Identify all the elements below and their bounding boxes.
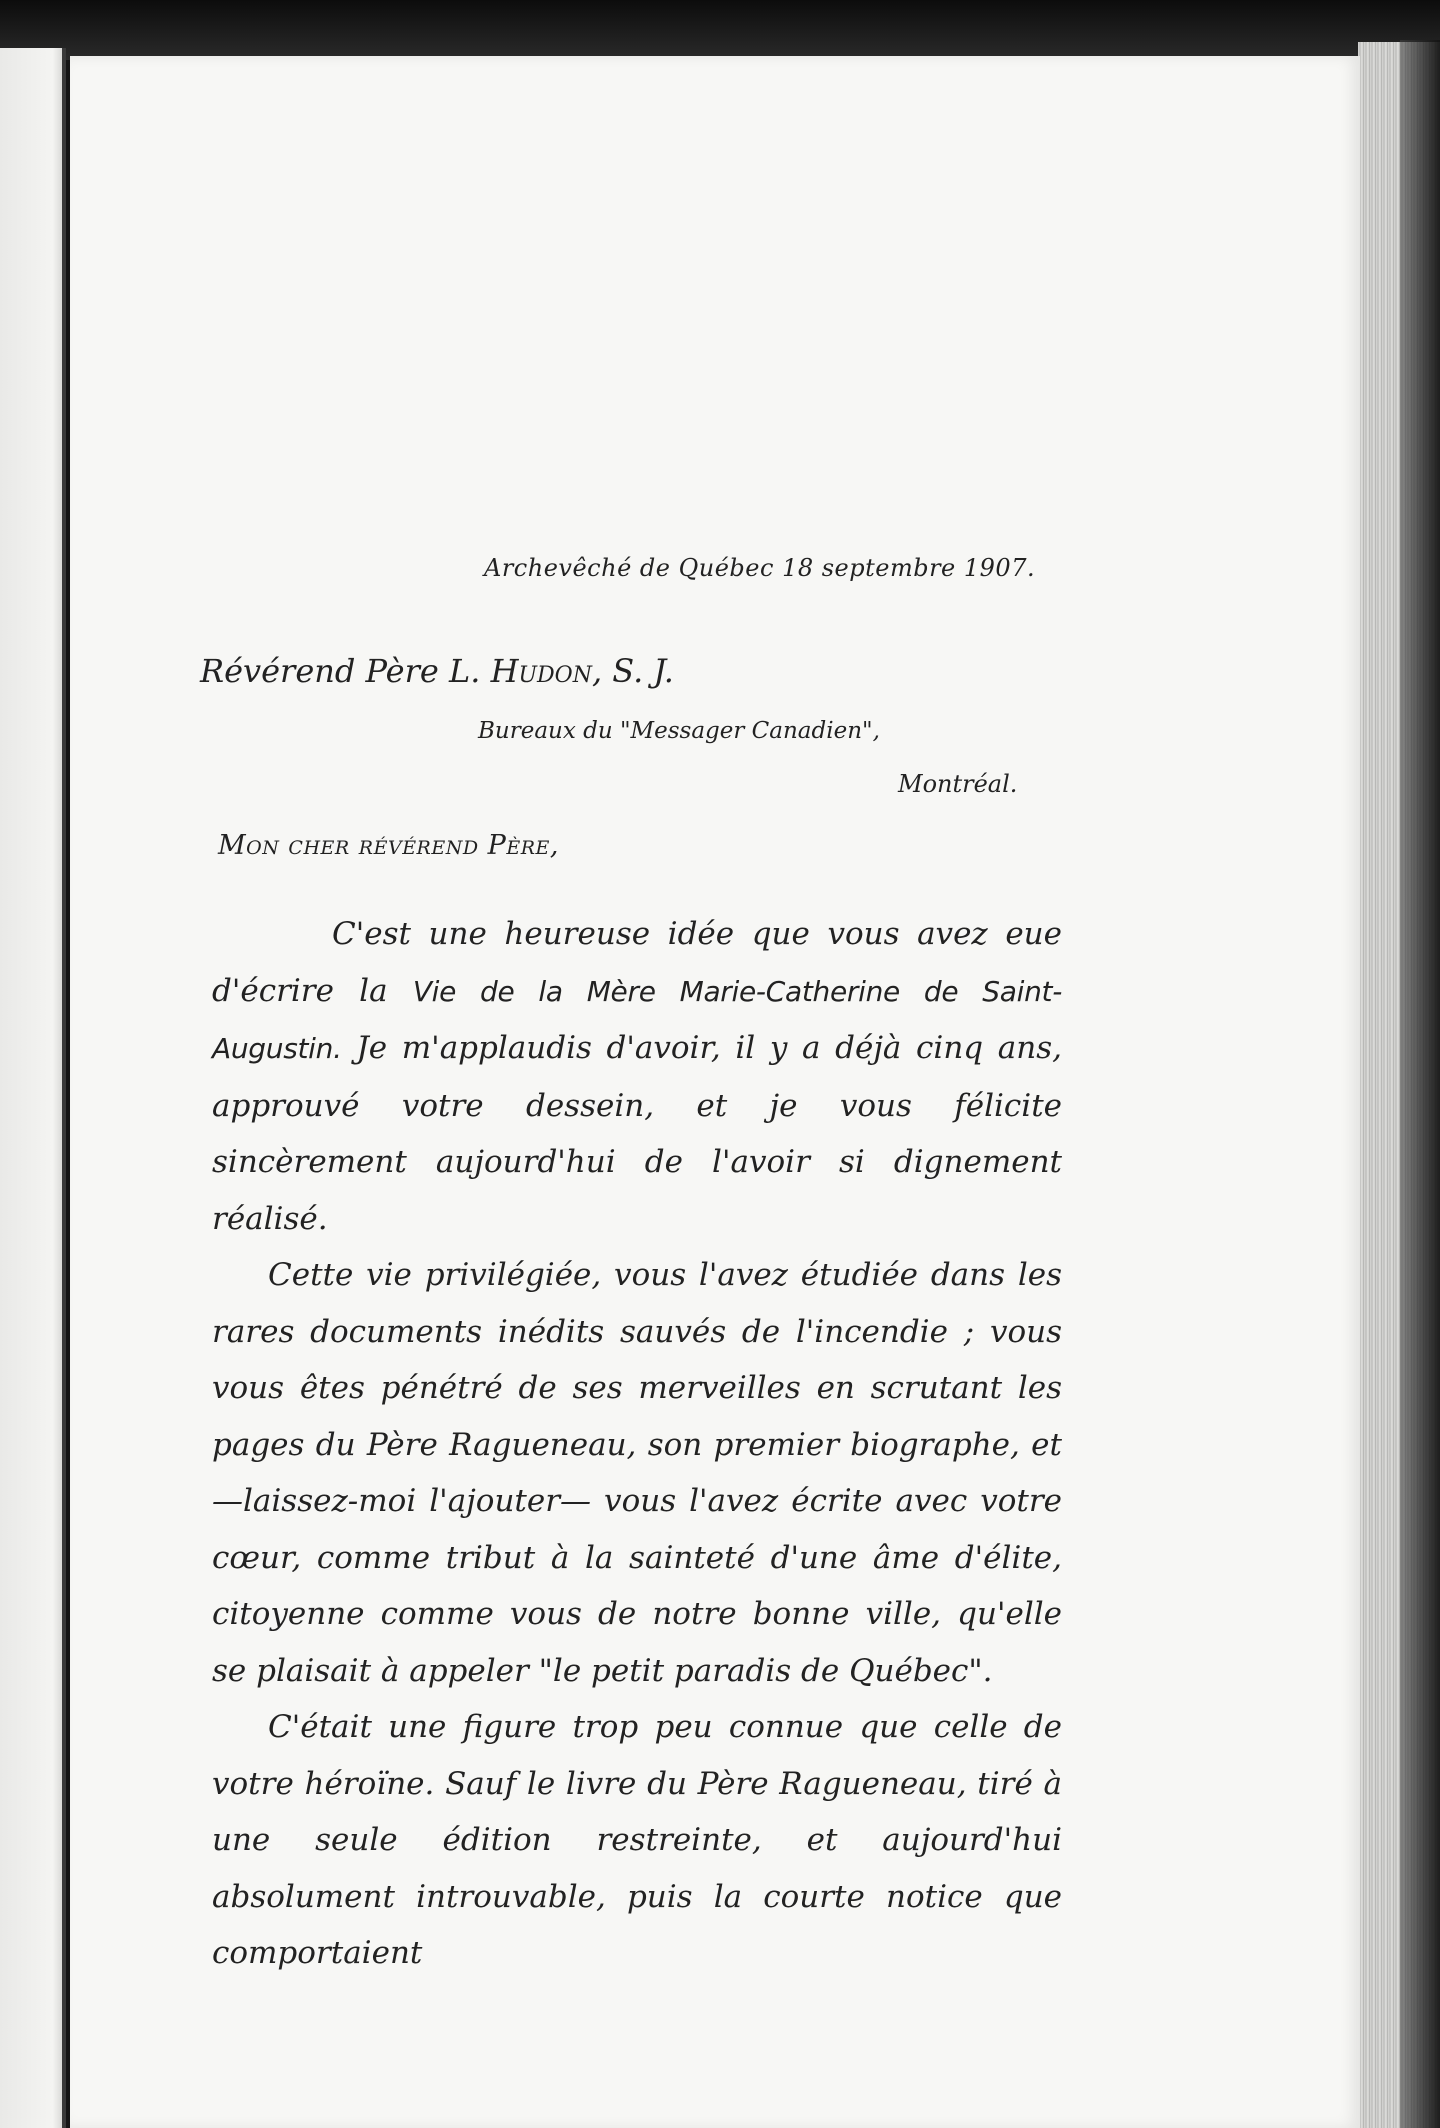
letter-body xyxy=(212,906,1062,1982)
recipient-title: Révérend Père L. xyxy=(200,652,491,690)
paragraph-3-text: C'était une figure trop peu connue que celle de votre héroïne. Sauf le livre du Père Ragueneau, tiré à une seule édition restreinte, et aujourd'hui absolument introuvable, puis la courte notice que comportaient xyxy=(212,1709,1062,1971)
letter-paragraph-2 xyxy=(212,1247,1062,1699)
paragraph-2-text: Cette vie privilégiée, vous l'avez étudiée dans les rares documents inédits sauvés de l'incendie ; vous vous êtes pénétré de ses merveilles en scrutant les pages du Père Ragueneau, son premier biographe, et —laissez-moi l'ajouter— vous l'avez écrite avec votre cœur, comme tribut à la sainteté d'une âme d'élite, citoyenne comme vous de notre bonne ville, qu'elle se plaisait à appeler "le petit paradis de Québec". xyxy=(212,1257,1062,1689)
letter-paragraph-3 xyxy=(212,1699,1062,1982)
letter-salutation: Mon cher révérend Père, xyxy=(218,830,559,861)
paragraph-1-text xyxy=(212,906,1062,1247)
letter-recipient-name xyxy=(200,652,674,690)
page-block-shadow xyxy=(1400,40,1440,2128)
facing-page-edge xyxy=(0,48,66,2128)
letter-paragraph-1 xyxy=(212,906,1062,1247)
recipient-surname: Hudon xyxy=(490,652,592,690)
book-spine-gutter xyxy=(62,48,66,2128)
paragraph-1-before-title: C'est une heureuse idée que vous avez eue d'écrire la xyxy=(212,916,1062,1009)
book-title: Vie de la Mère Marie-Catherine de Saint-Augustin. xyxy=(212,974,1063,1065)
recipient-suffix: , S. J. xyxy=(591,652,674,690)
letter-recipient-office: Bureaux du "Messager Canadien", xyxy=(478,718,880,744)
letter-recipient-city: Montréal. xyxy=(898,770,1018,798)
paragraph-1-after-title: Je m'applaudis d'avoir, il y a déjà cinq ans, approuvé votre dessein, et je vous félicite sincèrement aujourd'hui de l'avoir si dignement réalisé. xyxy=(212,1030,1062,1237)
letter-dateline: Archevêché de Québec 18 septembre 1907. xyxy=(484,554,1036,582)
scan-top-edge xyxy=(0,0,1440,60)
